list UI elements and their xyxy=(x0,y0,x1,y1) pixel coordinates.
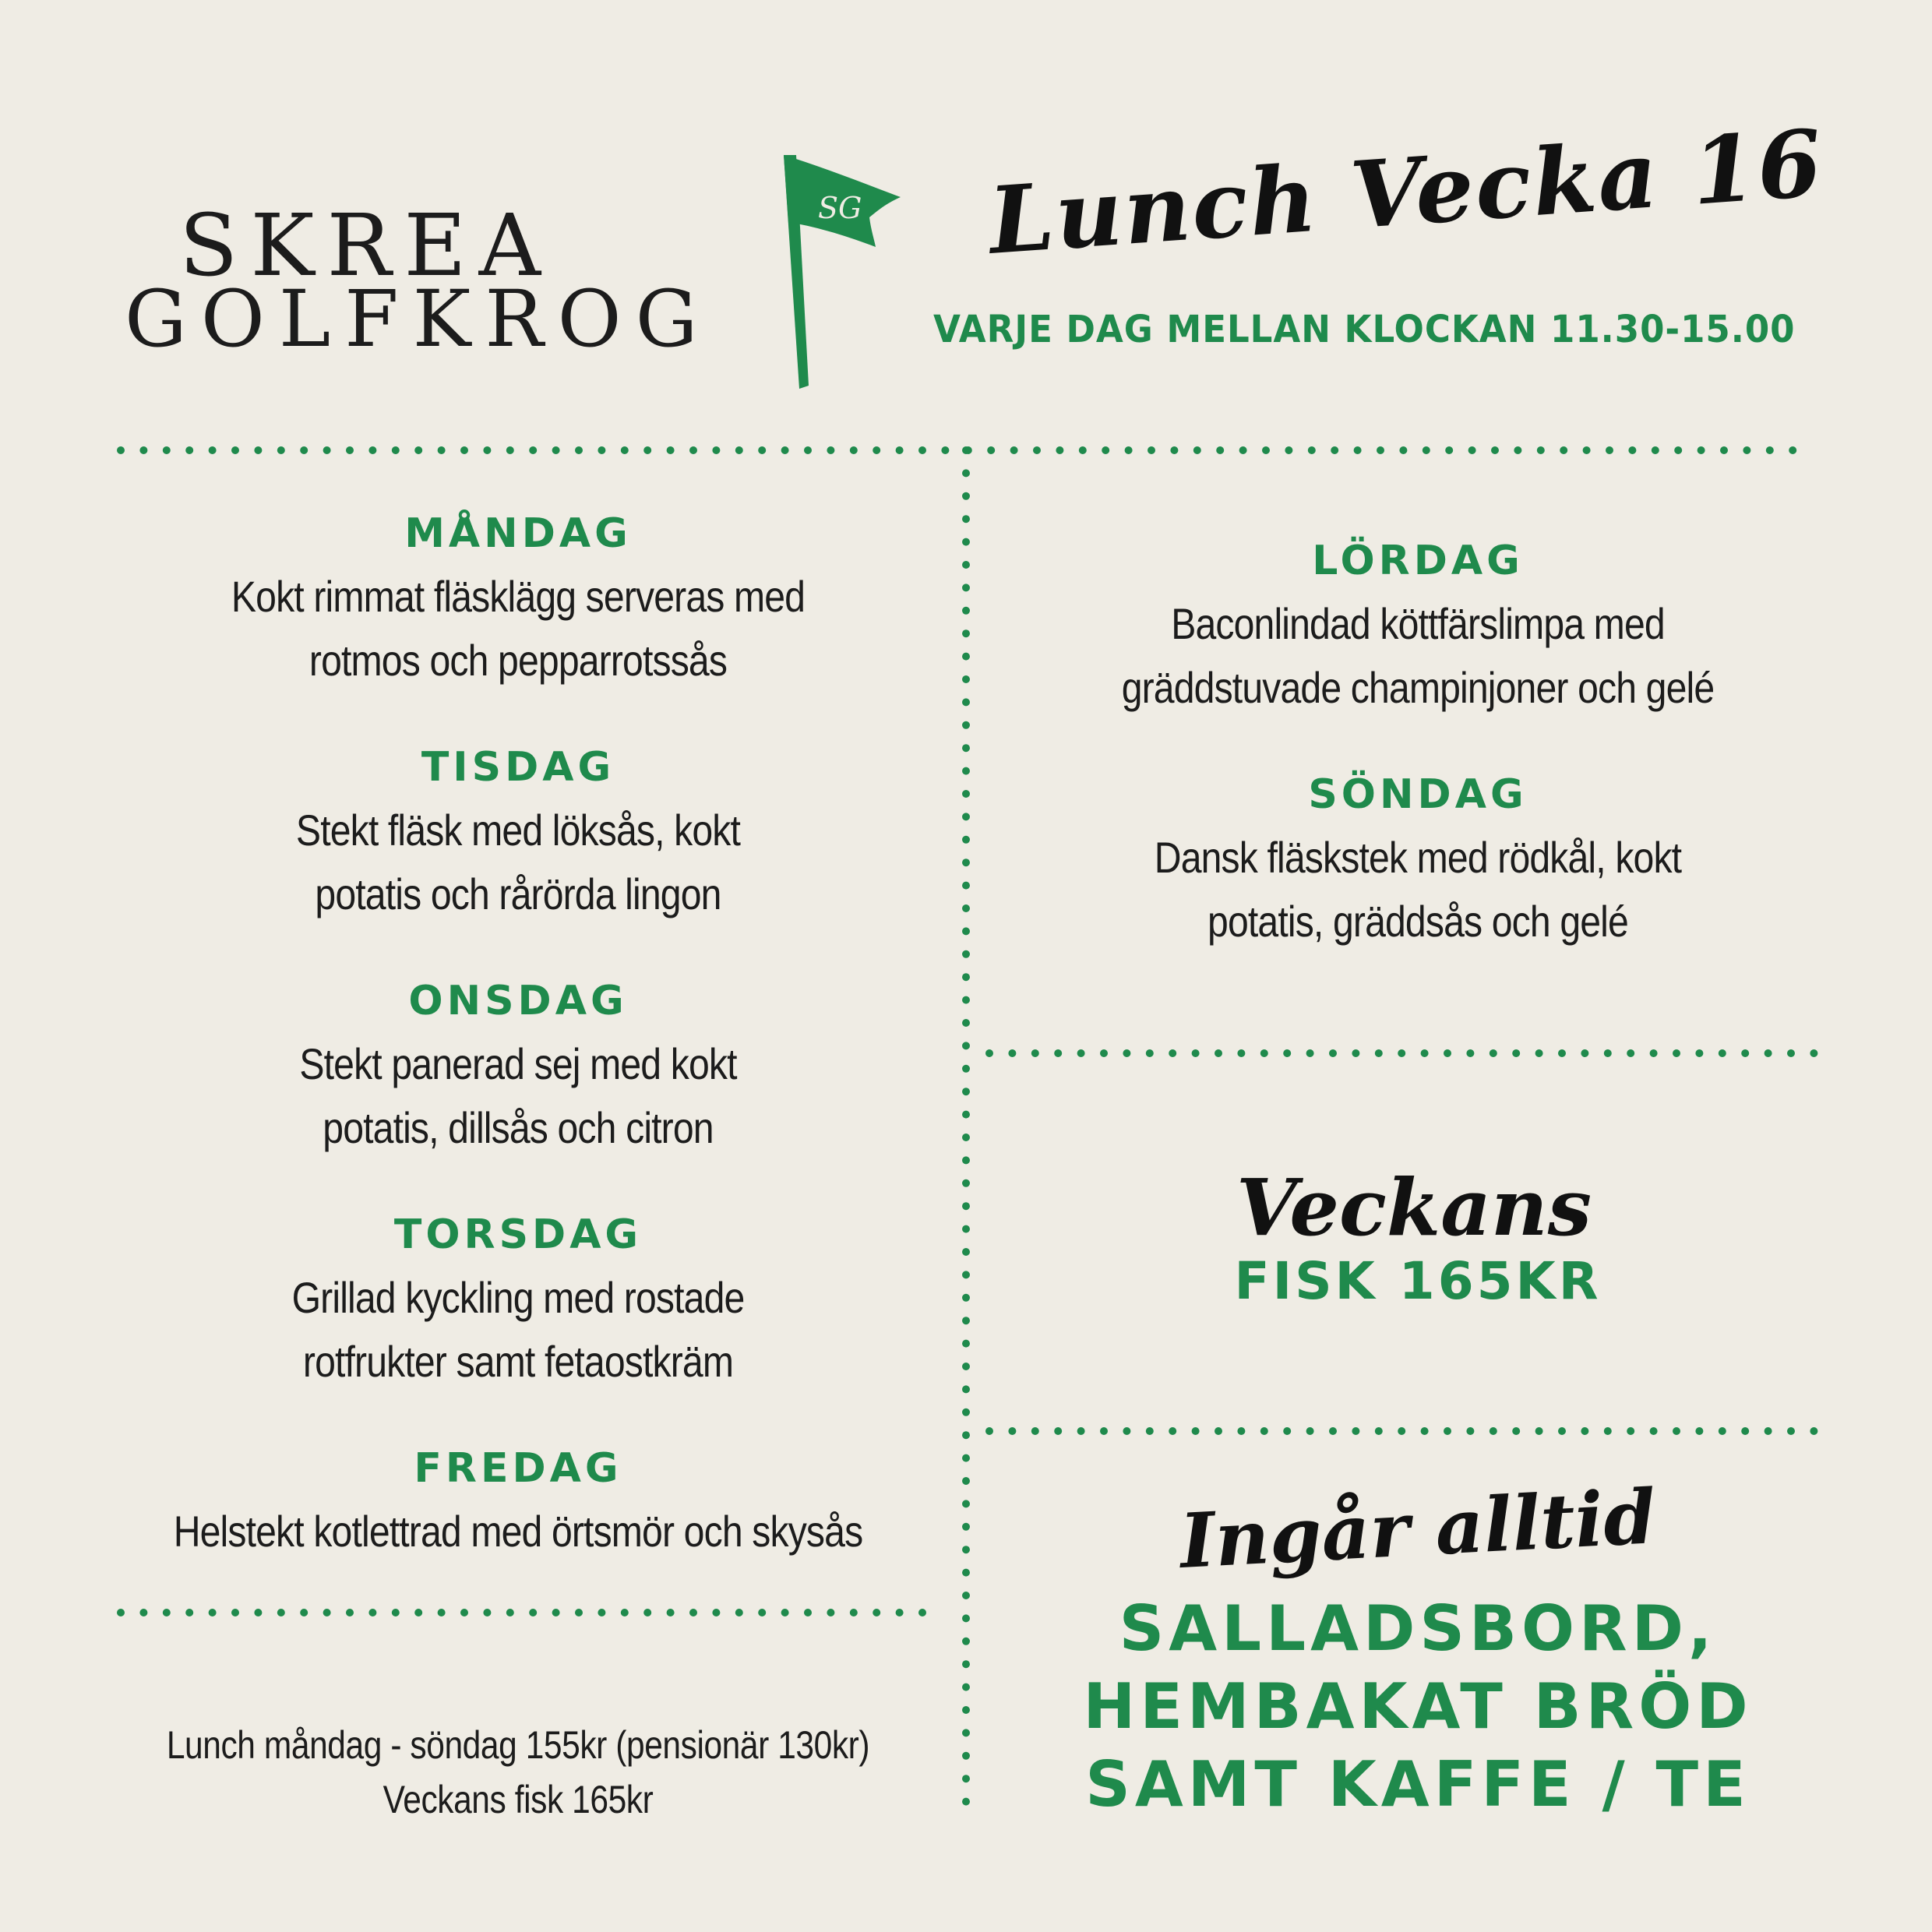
brand-line1: SKREA xyxy=(179,196,554,295)
included-script-heading: Ingår alltid xyxy=(1177,1472,1659,1585)
day-title: FREDAG xyxy=(414,1445,622,1492)
day-title: MÅNDAG xyxy=(404,510,632,557)
menu-day-saturday xyxy=(1005,538,1831,720)
dish-line: Stekt panerad sej med kokt xyxy=(299,1039,737,1088)
fish-price: FISK 165KR xyxy=(1234,1251,1602,1311)
dish-line: rotmos och pepparrotssås xyxy=(308,636,728,685)
page-subtitle: VARJE DAG MELLAN KLOCKAN 11.30-15.00 xyxy=(933,308,1796,351)
dish-line: potatis, gräddsås och gelé xyxy=(1208,897,1628,946)
included-line: HEMBAKAT BRÖD xyxy=(1083,1670,1753,1743)
included-section xyxy=(1005,1472,1831,1824)
menu-day-tuesday xyxy=(101,744,935,926)
day-title: TISDAG xyxy=(421,744,615,791)
dish-line: Dansk fläskstek med rödkål, kokt xyxy=(1154,833,1682,882)
dish-line: potatis och rårörda lingon xyxy=(315,869,721,918)
menu-day-thursday xyxy=(101,1211,935,1394)
flag-monogram: SG xyxy=(818,191,862,225)
price-line: Veckans fisk 165kr xyxy=(383,1778,654,1821)
price-info xyxy=(101,1718,935,1827)
menu-day-friday xyxy=(101,1445,935,1564)
dish-line: rotfrukter samt fetaostkräm xyxy=(302,1337,734,1386)
day-title: LÖRDAG xyxy=(1312,538,1524,584)
fish-of-week xyxy=(1005,1162,1831,1311)
day-title: SÖNDAG xyxy=(1308,771,1528,818)
page-title: Lunch Vecka 16 xyxy=(985,108,1827,275)
menu-day-sunday xyxy=(1005,771,1831,954)
day-title: ONSDAG xyxy=(408,978,628,1024)
dish-line: Stekt fläsk med löksås, kokt xyxy=(295,806,741,855)
included-line: SAMT KAFFE / TE xyxy=(1085,1748,1750,1821)
menu-day-monday xyxy=(101,510,935,693)
menu-day-wednesday xyxy=(101,978,935,1160)
price-line: Lunch måndag - söndag 155kr (pensionär 130kr) xyxy=(166,1723,870,1767)
dish-line: gräddstuvade champinjoner och gelé xyxy=(1121,663,1715,712)
dish-line: Grillad kyckling med rostade xyxy=(291,1273,745,1322)
dish-line: potatis, dillsås och citron xyxy=(323,1103,714,1152)
day-title: TORSDAG xyxy=(393,1211,643,1258)
brand-line2: GOLFKROG xyxy=(125,273,712,365)
dish-line: Baconlindad köttfärslimpa med xyxy=(1171,599,1665,648)
dish-line: Kokt rimmat fläsklägg serveras med xyxy=(231,572,806,621)
included-line: SALLADSBORD, xyxy=(1119,1592,1717,1665)
dish-line: Helstekt kotlettrad med örtsmör och skysås xyxy=(173,1507,863,1556)
fish-script-heading: Veckans xyxy=(1236,1162,1592,1253)
